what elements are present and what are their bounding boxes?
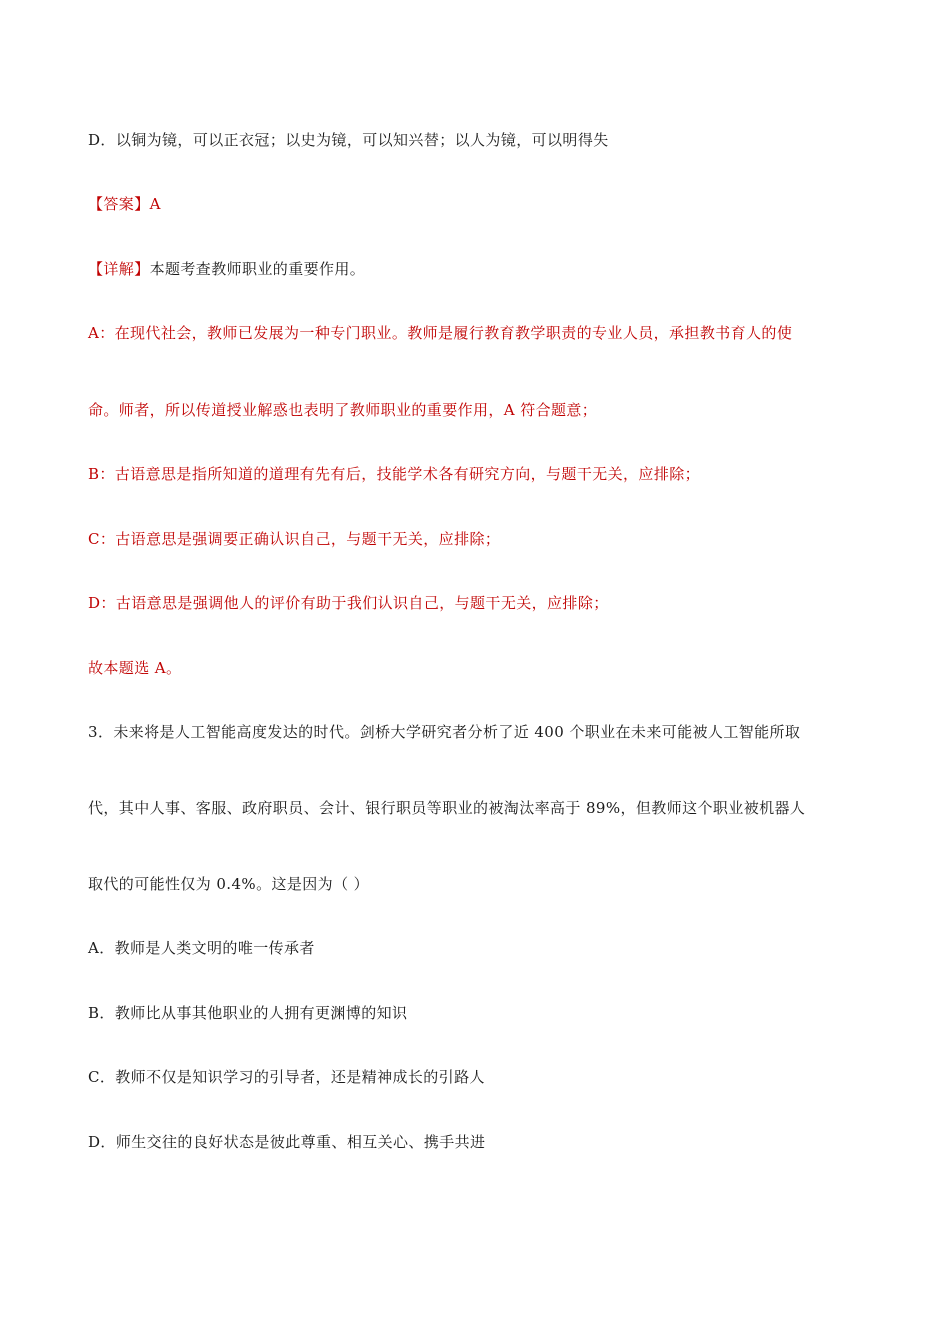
question3-option-a: A．教师是人类文明的唯一传承者 [88,939,315,957]
explanation-d: D：古语意思是强调他人的评价有助于我们认识自己，与题干无关，应排除； [88,594,609,612]
explanation-label: 【详解】 [88,260,150,278]
explanation-intro-line [88,259,365,279]
explanation-a-line2: 命。师者，所以传道授业解惑也表明了教师职业的重要作用，A 符合题意； [88,401,598,419]
prev-option-d: D．以铜为镜，可以正衣冠；以史为镜，可以知兴替；以人为镜，可以明得失 [88,131,609,149]
question3-line3: 取代的可能性仅为 0.4%。这是因为（ ） [88,875,370,893]
explanation-c: C：古语意思是强调要正确认识自己，与题干无关，应排除； [88,530,501,548]
question3-option-d: D．师生交往的良好状态是彼此尊重、相互关心、携手共进 [88,1133,486,1151]
question3-option-b: B．教师比从事其他职业的人拥有更渊博的知识 [88,1004,408,1022]
answer-line [88,194,161,214]
question3-option-c: C．教师不仅是知识学习的引导者，还是精神成长的引路人 [88,1068,485,1086]
question3-line2: 代，其中人事、客服、政府职员、会计、银行职员等职业的被淘汰率高于 89%，但教师这个职业被机器人 [88,799,806,817]
answer-value: A [149,195,161,213]
explanation-conclusion: 故本题选 A。 [88,659,182,677]
explanation-intro: 本题考查教师职业的重要作用。 [149,260,366,278]
explanation-b: B：古语意思是指所知道的道理有先有后，技能学术各有研究方向，与题干无关，应排除； [88,465,701,483]
question3-line1: 3．未来将是人工智能高度发达的时代。剑桥大学研究者分析了近 400 个职业在未来可能被人工智能所取 [88,723,801,741]
explanation-a-line1: A：在现代社会，教师已发展为一种专门职业。教师是履行教育教学职责的专业人员，承担教书育人的使 [88,324,793,342]
answer-label: 【答案】 [88,195,150,213]
